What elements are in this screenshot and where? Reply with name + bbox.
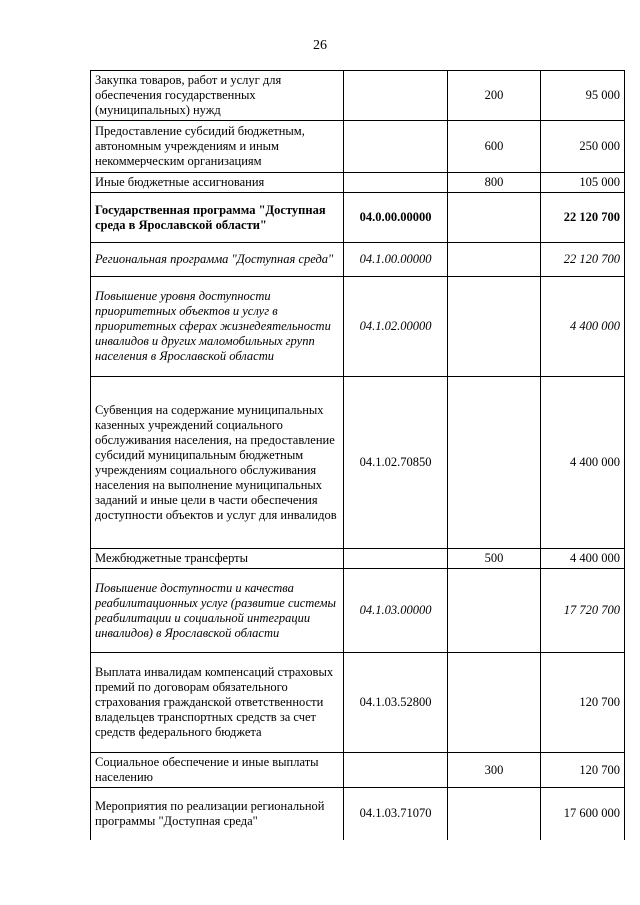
- row-sum-cell: 120 700: [541, 753, 625, 788]
- row-expense-type-cell: 500: [448, 549, 541, 569]
- row-name-cell: Закупка товаров, работ и услуг для обеспечения государственных (муниципальных) нужд: [91, 71, 344, 121]
- row-name-cell: Государственная программа "Доступная среда в Ярославской области": [91, 193, 344, 243]
- row-expense-type-cell: 800: [448, 173, 541, 193]
- row-expense-type-cell: [448, 377, 541, 549]
- table-row: [91, 193, 625, 243]
- row-code-cell: [344, 71, 448, 121]
- row-expense-type-cell: 600: [448, 121, 541, 173]
- row-code-cell: [344, 121, 448, 173]
- row-expense-type-cell: [448, 653, 541, 753]
- row-expense-type-cell: [448, 569, 541, 653]
- row-sum-cell: 95 000: [541, 71, 625, 121]
- row-expense-type-cell: 300: [448, 753, 541, 788]
- row-name-cell: Мероприятия по реализации региональной программы "Доступная среда": [91, 788, 344, 840]
- row-expense-type-cell: [448, 243, 541, 277]
- row-sum-cell: 105 000: [541, 173, 625, 193]
- row-sum-cell: 4 400 000: [541, 377, 625, 549]
- row-name-cell: Повышение уровня доступности приоритетных объектов и услуг в приоритетных сферах жизнедеятельности инвалидов и других маломобильных групп населения в Ярославской области: [91, 277, 344, 377]
- row-code-cell: 04.1.03.00000: [344, 569, 448, 653]
- row-code-cell: 04.1.03.52800: [344, 653, 448, 753]
- row-name-cell: Социальное обеспечение и иные выплаты населению: [91, 753, 344, 788]
- budget-table: [90, 70, 625, 840]
- row-sum-cell: 4 400 000: [541, 549, 625, 569]
- row-sum-cell: 120 700: [541, 653, 625, 753]
- table-row: [91, 788, 625, 840]
- row-sum-cell: 250 000: [541, 121, 625, 173]
- row-sum-cell: 22 120 700: [541, 243, 625, 277]
- row-code-cell: [344, 549, 448, 569]
- table-row: [91, 549, 625, 569]
- row-code-cell: 04.0.00.00000: [344, 193, 448, 243]
- table-row: [91, 753, 625, 788]
- row-code-cell: [344, 753, 448, 788]
- row-sum-cell: 17 600 000: [541, 788, 625, 840]
- table-row: [91, 569, 625, 653]
- table-row: [91, 653, 625, 753]
- row-name-cell: Межбюджетные трансферты: [91, 549, 344, 569]
- row-sum-cell: 17 720 700: [541, 569, 625, 653]
- row-sum-cell: 22 120 700: [541, 193, 625, 243]
- table-row: [91, 173, 625, 193]
- row-sum-cell: 4 400 000: [541, 277, 625, 377]
- row-name-cell: Иные бюджетные ассигнования: [91, 173, 344, 193]
- row-expense-type-cell: [448, 277, 541, 377]
- row-code-cell: 04.1.03.71070: [344, 788, 448, 840]
- row-code-cell: 04.1.00.00000: [344, 243, 448, 277]
- table-row: [91, 71, 625, 121]
- row-expense-type-cell: [448, 193, 541, 243]
- table-row: [91, 121, 625, 173]
- page-number: 26: [313, 38, 327, 53]
- row-expense-type-cell: [448, 788, 541, 840]
- row-expense-type-cell: 200: [448, 71, 541, 121]
- budget-table-body: [91, 71, 625, 840]
- row-name-cell: Региональная программа "Доступная среда": [91, 243, 344, 277]
- table-row: [91, 377, 625, 549]
- row-code-cell: 04.1.02.70850: [344, 377, 448, 549]
- row-name-cell: Повышение доступности и качества реабилитационных услуг (развитие системы реабилитации и социальной интеграции инвалидов) в Ярославской области: [91, 569, 344, 653]
- table-row: [91, 243, 625, 277]
- row-code-cell: [344, 173, 448, 193]
- row-code-cell: 04.1.02.00000: [344, 277, 448, 377]
- row-name-cell: Предоставление субсидий бюджетным, автономным учреждениям и иным некоммерческим организациям: [91, 121, 344, 173]
- row-name-cell: Выплата инвалидам компенсаций страховых премий по договорам обязательного страхования гражданской ответственности владельцев транспортных средств за счет средств федерального бюджета: [91, 653, 344, 753]
- row-name-cell: Субвенция на содержание муниципальных казенных учреждений социального обслуживания населения, на предоставление субсидий муниципальным бюджетным учреждениям социального обслуживания населения на выполнение муниципальных заданий и иные цели в части обеспечения доступности объектов и услуг для инвалидов: [91, 377, 344, 549]
- table-row: [91, 277, 625, 377]
